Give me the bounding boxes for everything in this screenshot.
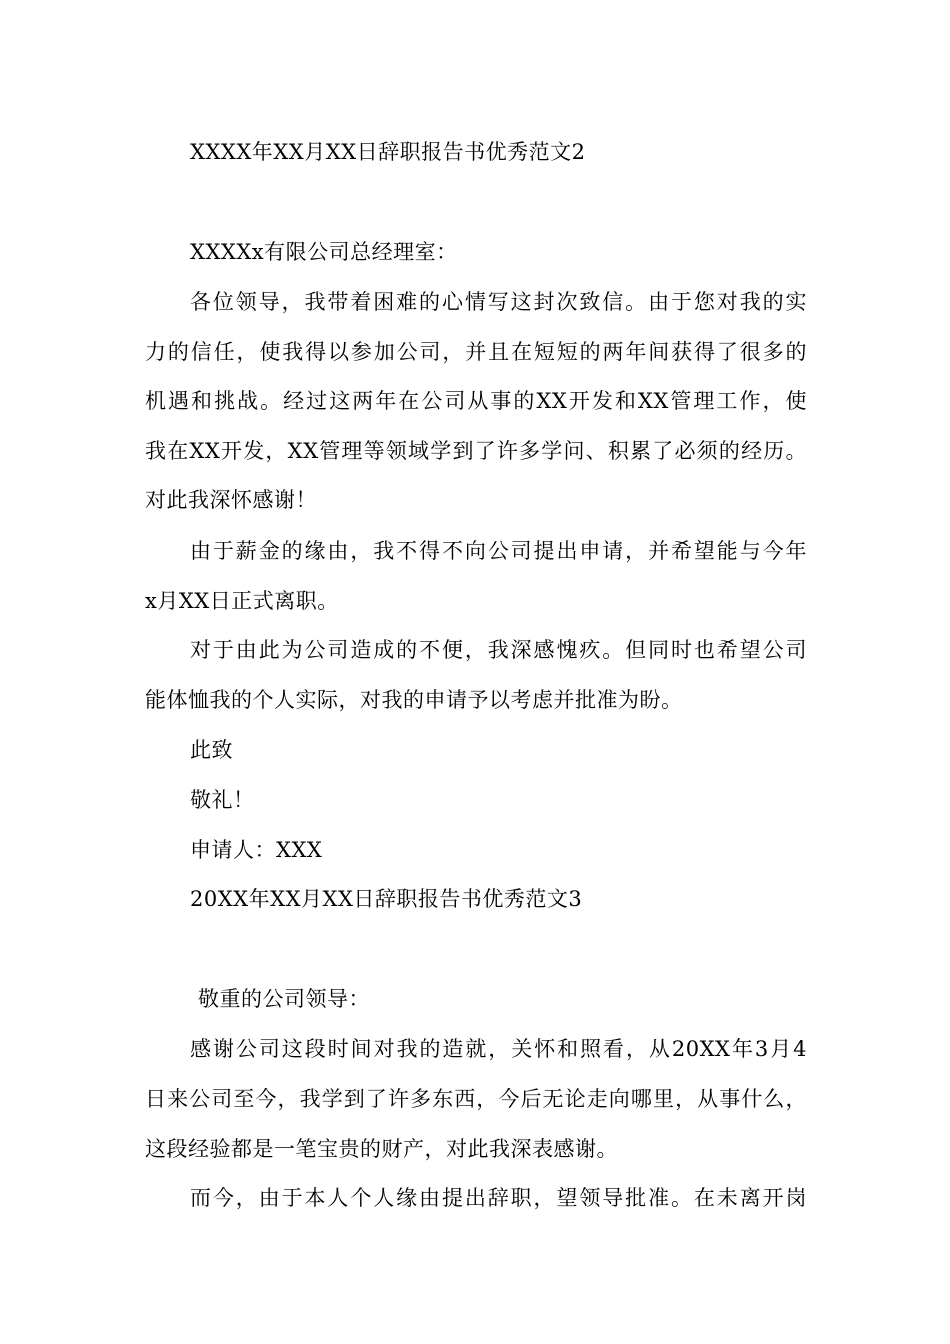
paragraph-line: 日来公司至今，我学到了许多东西，今后无论走向哪里，从事什么， <box>145 1087 807 1111</box>
section-title-2: XXXX年XX月XX日辞职报告书优秀范文2 <box>190 140 586 164</box>
paragraph-line: 能体恤我的个人实际，对我的申请予以考虑并批准为盼。 <box>145 688 683 712</box>
paragraph-line: x月XX日正式离职。 <box>145 589 339 613</box>
paragraph-line: 由于薪金的缘由，我不得不向公司提出申请，并希望能与今年 <box>190 539 807 563</box>
paragraph-line: 力的信任，使我得以参加公司，并且在短短的两年间获得了很多的 <box>145 340 807 364</box>
paragraph-line: 感谢公司这段时间对我的造就，关怀和照看，从20XX年3月4 <box>190 1037 807 1061</box>
section-title-3: 20XX年XX月XX日辞职报告书优秀范文3 <box>190 887 583 911</box>
closing-line: 此致 <box>190 738 233 762</box>
paragraph-line: 这段经验都是一笔宝贵的财产，对此我深表感谢。 <box>145 1137 618 1161</box>
recipient-line: XXXXx有限公司总经理室： <box>190 240 458 264</box>
paragraph-line: 各位领导，我带着困难的心情写这封次致信。由于您对我的实 <box>190 290 807 314</box>
paragraph-line: 机遇和挑战。经过这两年在公司从事的XX开发和XX管理工作，使 <box>145 389 807 413</box>
recipient-line: 敬重的公司领导： <box>198 987 370 1011</box>
paragraph-line: 我在XX开发，XX管理等领域学到了许多学问、积累了必须的经历。 <box>145 439 807 463</box>
paragraph-line: 而今，由于本人个人缘由提出辞职，望领导批准。在未离开岗 <box>190 1186 807 1210</box>
paragraph-line: 对此我深怀感谢！ <box>145 488 317 512</box>
paragraph-line: 对于由此为公司造成的不便，我深感愧疚。但同时也希望公司 <box>190 638 807 662</box>
salutation-line: 敬礼！ <box>190 788 255 812</box>
applicant-line: 申请人：XXX <box>190 838 323 862</box>
